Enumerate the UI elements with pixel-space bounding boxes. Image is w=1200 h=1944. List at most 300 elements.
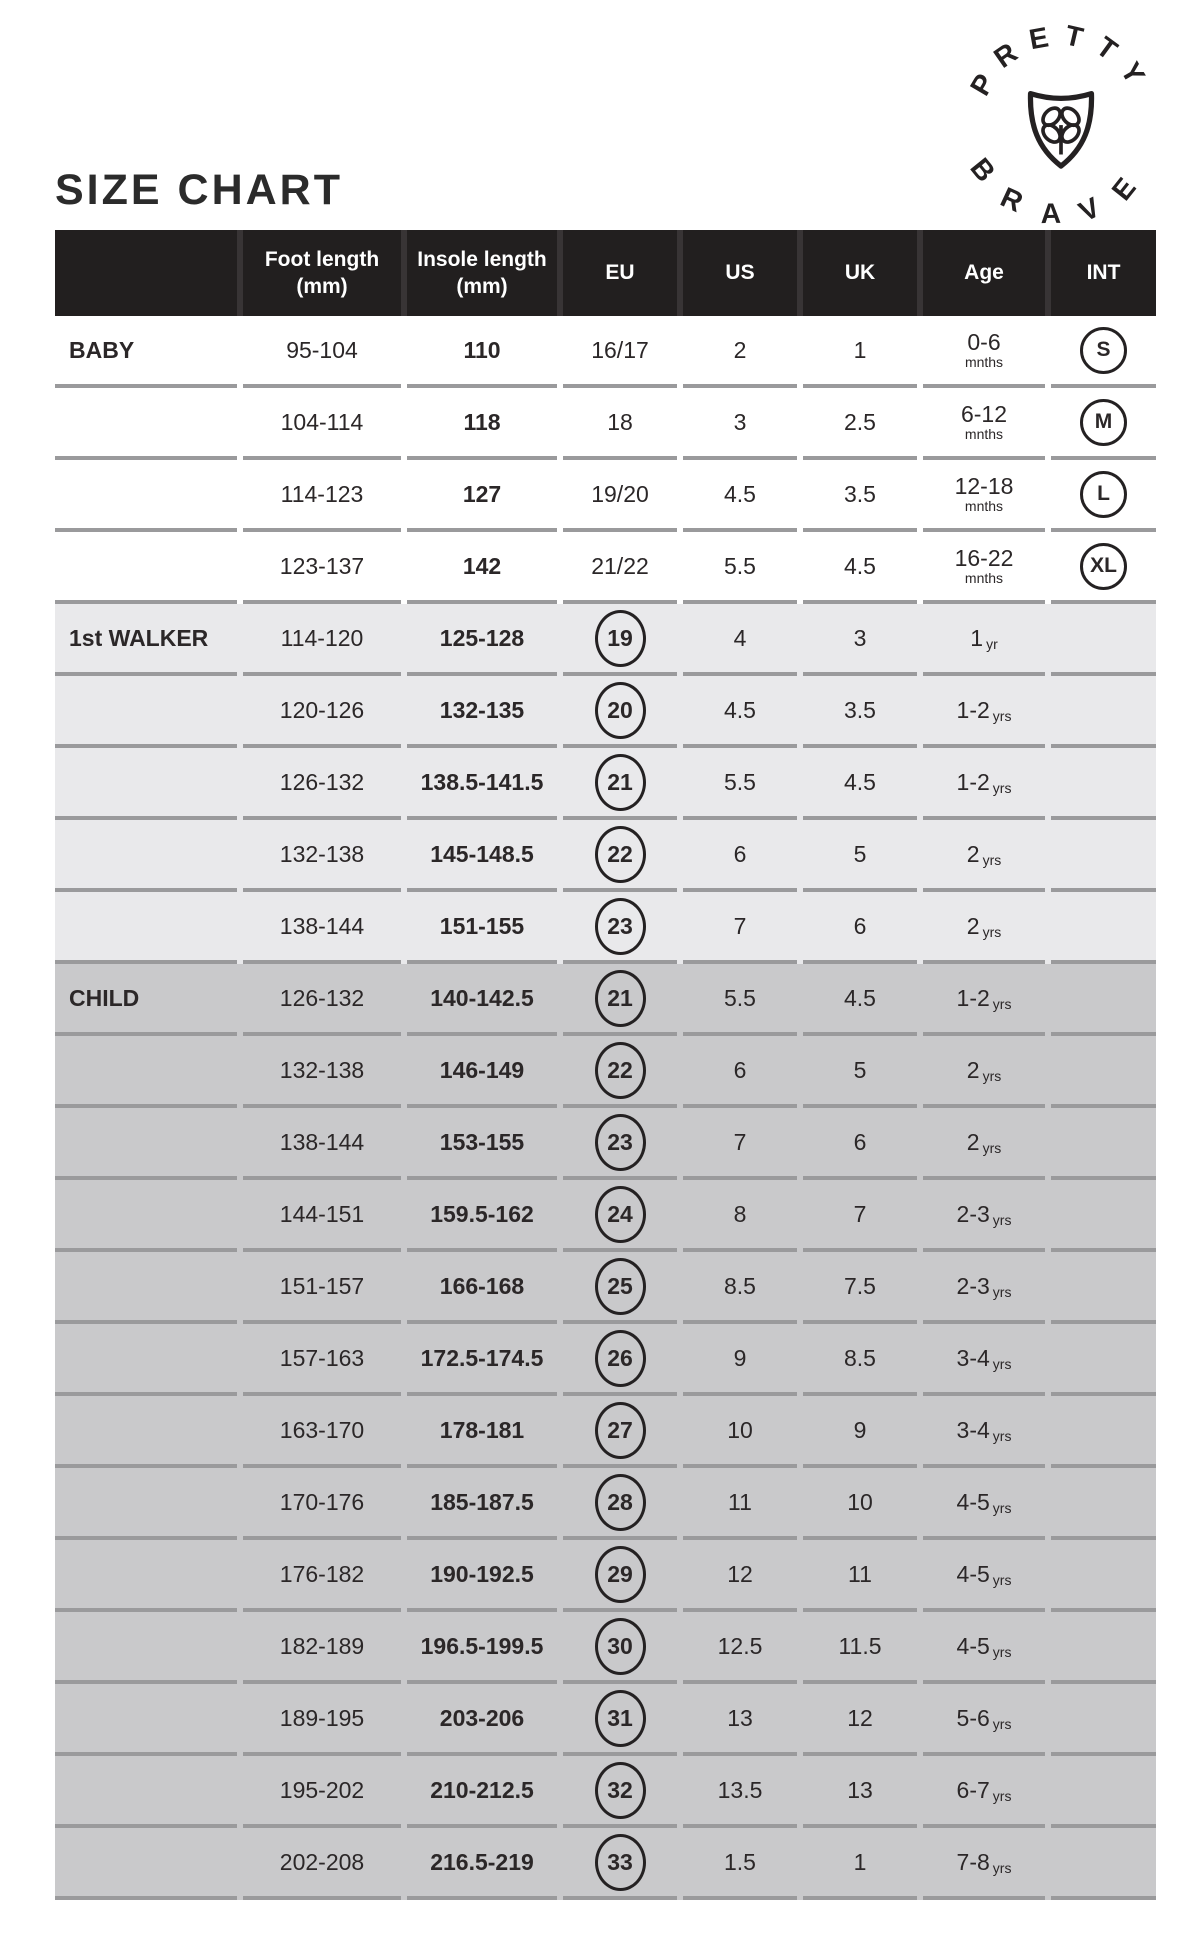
age-cell [923, 1540, 1045, 1612]
eu-size-value: 21/22 [591, 552, 649, 579]
foot-length-cell: 195-202 [243, 1756, 401, 1828]
age-value [967, 1129, 1001, 1156]
table-row [55, 676, 1156, 748]
header-label: Age [964, 261, 1004, 285]
int-size-cell [1051, 1540, 1156, 1612]
age-cell [923, 1468, 1045, 1540]
header-cell-category [55, 230, 237, 316]
age-unit: yrs [992, 995, 1012, 1012]
age-number: 4-5 [956, 1632, 990, 1659]
int-size-circle: M [1080, 399, 1127, 446]
us-size-cell: 4.5 [683, 676, 797, 748]
eu-size-circle: 31 [595, 1690, 646, 1747]
age-cell [923, 748, 1045, 820]
age-value [957, 1777, 1012, 1804]
age-unit: yrs [992, 1211, 1012, 1228]
int-size-cell [1051, 1468, 1156, 1540]
table-row [55, 892, 1156, 964]
eu-size-circle: 32 [595, 1762, 646, 1819]
eu-size-cell [563, 1108, 677, 1180]
foot-length-cell: 182-189 [243, 1612, 401, 1684]
us-size-cell: 5.5 [683, 532, 797, 604]
int-size-cell [1051, 1684, 1156, 1756]
table-row [55, 1828, 1156, 1900]
int-size-cell [1051, 892, 1156, 964]
uk-size-cell: 11.5 [803, 1612, 917, 1684]
category-cell [55, 820, 237, 892]
category-cell [55, 676, 237, 748]
int-size-circle: S [1080, 327, 1127, 374]
eu-size-cell [563, 532, 677, 604]
foot-length-cell: 120-126 [243, 676, 401, 748]
age-value [957, 1417, 1012, 1444]
int-size-cell [1051, 1396, 1156, 1468]
header-cell-age [923, 230, 1045, 316]
table-row [55, 532, 1156, 604]
age-cell [923, 1612, 1045, 1684]
table-row [55, 1756, 1156, 1828]
int-size-cell [1051, 820, 1156, 892]
page-title: SIZE CHART [55, 166, 343, 214]
insole-length-cell: 142 [407, 532, 557, 604]
eu-size-cell [563, 1468, 677, 1540]
int-size-cell [1051, 388, 1156, 460]
uk-size-cell: 3 [803, 604, 917, 676]
uk-size-cell: 5 [803, 1036, 917, 1108]
insole-length-cell: 110 [407, 316, 557, 388]
foot-length-cell: 202-208 [243, 1828, 401, 1900]
foot-length-cell: 123-137 [243, 532, 401, 604]
age-cell [923, 1324, 1045, 1396]
category-cell: BABY [55, 316, 237, 388]
eu-size-value: 19/20 [591, 480, 649, 507]
insole-length-cell: 159.5-162 [407, 1180, 557, 1252]
uk-size-cell: 4.5 [803, 532, 917, 604]
foot-length-cell: 163-170 [243, 1396, 401, 1468]
uk-size-cell: 3.5 [803, 676, 917, 748]
int-size-cell [1051, 604, 1156, 676]
header-sublabel: (mm) [456, 275, 508, 298]
category-cell: CHILD [55, 964, 237, 1036]
age-unit: yrs [982, 1067, 1002, 1084]
header-cell-eu [563, 230, 677, 316]
age-number: 2 [966, 1128, 980, 1155]
int-size-cell [1051, 532, 1156, 604]
age-number: 12-18 [954, 472, 1014, 499]
us-size-cell: 8 [683, 1180, 797, 1252]
int-size-cell [1051, 1180, 1156, 1252]
category-cell [55, 388, 237, 460]
age-cell [923, 460, 1045, 532]
age-cell [923, 1828, 1045, 1900]
insole-length-cell: 203-206 [407, 1684, 557, 1756]
eu-size-cell [563, 460, 677, 532]
foot-length-cell: 138-144 [243, 892, 401, 964]
eu-size-cell [563, 1828, 677, 1900]
us-size-cell: 7 [683, 1108, 797, 1180]
uk-size-cell: 1 [803, 1828, 917, 1900]
age-value [965, 330, 1003, 371]
eu-size-circle: 20 [595, 682, 646, 739]
age-unit: yrs [992, 707, 1012, 724]
eu-size-circle: 25 [595, 1258, 646, 1315]
shield-clover-icon [1030, 94, 1091, 166]
foot-length-cell: 95-104 [243, 316, 401, 388]
int-size-circle: L [1080, 471, 1127, 518]
category-cell [55, 1540, 237, 1612]
age-number: 6-7 [956, 1776, 990, 1803]
eu-size-cell [563, 1756, 677, 1828]
eu-size-circle: 29 [595, 1546, 646, 1603]
section-child [55, 964, 1156, 1900]
eu-size-circle: 23 [595, 898, 646, 955]
table-row [55, 1324, 1156, 1396]
uk-size-cell: 7.5 [803, 1252, 917, 1324]
header-label: Insole length [417, 247, 547, 271]
age-value [957, 1273, 1012, 1300]
int-size-cell [1051, 1612, 1156, 1684]
table-row [55, 1612, 1156, 1684]
age-number: 1 [970, 624, 984, 651]
age-cell [923, 1252, 1045, 1324]
eu-size-cell [563, 1684, 677, 1756]
insole-length-cell: 118 [407, 388, 557, 460]
table-header-row [55, 230, 1156, 316]
logo-circular-text [964, 19, 1159, 228]
category-cell [55, 1756, 237, 1828]
category-cell: 1st WALKER [55, 604, 237, 676]
pretty-brave-logo [956, 18, 1166, 228]
int-size-cell [1051, 460, 1156, 532]
table-row [55, 388, 1156, 460]
insole-length-cell: 132-135 [407, 676, 557, 748]
eu-size-circle: 22 [595, 1042, 646, 1099]
eu-size-value: 18 [607, 408, 633, 435]
age-unit: mnths [964, 497, 1004, 514]
table-row [55, 316, 1156, 388]
age-number: 5-6 [956, 1704, 990, 1731]
uk-size-cell: 6 [803, 1108, 917, 1180]
int-size-cell [1051, 1036, 1156, 1108]
eu-size-cell [563, 892, 677, 964]
uk-size-cell: 4.5 [803, 964, 917, 1036]
age-cell [923, 532, 1045, 604]
header-label: US [725, 261, 755, 285]
table-row [55, 1180, 1156, 1252]
eu-size-cell [563, 1324, 677, 1396]
category-cell [55, 748, 237, 820]
age-unit: mnths [964, 569, 1004, 586]
table-row [55, 1540, 1156, 1612]
table-row [55, 748, 1156, 820]
insole-length-cell: 140-142.5 [407, 964, 557, 1036]
eu-size-circle: 33 [595, 1834, 646, 1891]
table-row [55, 1396, 1156, 1468]
foot-length-cell: 170-176 [243, 1468, 401, 1540]
uk-size-cell: 7 [803, 1180, 917, 1252]
age-unit: yrs [992, 1859, 1012, 1876]
age-number: 2-3 [956, 1200, 990, 1227]
category-cell [55, 1612, 237, 1684]
table-row [55, 1684, 1156, 1756]
header-label: INT [1086, 261, 1121, 285]
age-unit: yrs [982, 923, 1002, 940]
category-cell [55, 1396, 237, 1468]
eu-size-circle: 21 [595, 754, 646, 811]
age-cell [923, 1036, 1045, 1108]
eu-size-cell [563, 1252, 677, 1324]
age-number: 16-22 [954, 544, 1014, 571]
eu-size-circle: 28 [595, 1474, 646, 1531]
us-size-cell: 6 [683, 820, 797, 892]
us-size-cell: 13.5 [683, 1756, 797, 1828]
uk-size-cell: 1 [803, 316, 917, 388]
eu-size-cell [563, 1396, 677, 1468]
category-cell [55, 1180, 237, 1252]
age-unit: mnths [964, 353, 1004, 370]
table-row [55, 1108, 1156, 1180]
section-baby [55, 316, 1156, 604]
age-unit: yrs [992, 1571, 1012, 1588]
insole-length-cell: 216.5-219 [407, 1828, 557, 1900]
us-size-cell: 5.5 [683, 964, 797, 1036]
eu-size-cell [563, 316, 677, 388]
age-value [957, 1201, 1012, 1228]
category-cell [55, 1828, 237, 1900]
us-size-cell: 4 [683, 604, 797, 676]
us-size-cell: 12 [683, 1540, 797, 1612]
age-number: 1-2 [956, 768, 990, 795]
table-body [55, 316, 1156, 1900]
eu-size-cell [563, 604, 677, 676]
us-size-cell: 2 [683, 316, 797, 388]
insole-length-cell: 127 [407, 460, 557, 532]
age-cell [923, 604, 1045, 676]
insole-length-cell: 146-149 [407, 1036, 557, 1108]
int-size-cell [1051, 1756, 1156, 1828]
eu-size-value: 16/17 [591, 336, 649, 363]
age-unit: mnths [964, 425, 1004, 442]
uk-size-cell: 10 [803, 1468, 917, 1540]
age-value [957, 985, 1012, 1012]
int-size-cell [1051, 1108, 1156, 1180]
svg-text:PRETTY: PRETTY [964, 19, 1158, 102]
table-row [55, 460, 1156, 532]
uk-size-cell: 4.5 [803, 748, 917, 820]
age-value [957, 1633, 1012, 1660]
table-row [55, 1468, 1156, 1540]
int-size-cell [1051, 1252, 1156, 1324]
age-unit: yrs [992, 1283, 1012, 1300]
us-size-cell: 5.5 [683, 748, 797, 820]
header-cell-insole [407, 230, 557, 316]
int-size-cell [1051, 316, 1156, 388]
age-value [955, 546, 1014, 587]
category-cell [55, 532, 237, 604]
us-size-cell: 11 [683, 1468, 797, 1540]
age-value [957, 1489, 1012, 1516]
foot-length-cell: 138-144 [243, 1108, 401, 1180]
eu-size-cell [563, 964, 677, 1036]
age-value [967, 841, 1001, 868]
age-number: 3-4 [956, 1344, 990, 1371]
uk-size-cell: 9 [803, 1396, 917, 1468]
eu-size-cell [563, 676, 677, 748]
insole-length-cell: 190-192.5 [407, 1540, 557, 1612]
header-label: EU [605, 261, 635, 285]
table-row [55, 820, 1156, 892]
insole-length-cell: 138.5-141.5 [407, 748, 557, 820]
us-size-cell: 10 [683, 1396, 797, 1468]
header-cell-uk [803, 230, 917, 316]
age-cell [923, 964, 1045, 1036]
uk-size-cell: 13 [803, 1756, 917, 1828]
age-unit: yrs [992, 1643, 1012, 1660]
us-size-cell: 6 [683, 1036, 797, 1108]
eu-size-circle: 27 [595, 1402, 646, 1459]
age-number: 2 [966, 840, 980, 867]
us-size-cell: 4.5 [683, 460, 797, 532]
foot-length-cell: 151-157 [243, 1252, 401, 1324]
foot-length-cell: 144-151 [243, 1180, 401, 1252]
header-cell-foot [243, 230, 401, 316]
age-number: 0-6 [967, 328, 1001, 355]
us-size-cell: 1.5 [683, 1828, 797, 1900]
us-size-cell: 3 [683, 388, 797, 460]
foot-length-cell: 132-138 [243, 1036, 401, 1108]
table-row [55, 1036, 1156, 1108]
eu-size-circle: 19 [595, 610, 646, 667]
header-sublabel: (mm) [296, 275, 348, 298]
category-cell [55, 1324, 237, 1396]
uk-size-cell: 11 [803, 1540, 917, 1612]
age-unit: yrs [992, 1355, 1012, 1372]
us-size-cell: 9 [683, 1324, 797, 1396]
age-number: 6-12 [960, 400, 1008, 427]
category-cell [55, 1108, 237, 1180]
insole-length-cell: 166-168 [407, 1252, 557, 1324]
age-unit: yrs [992, 1427, 1012, 1444]
eu-size-circle: 30 [595, 1618, 646, 1675]
age-value [970, 625, 997, 652]
age-cell [923, 892, 1045, 964]
age-cell [923, 388, 1045, 460]
age-number: 1-2 [956, 984, 990, 1011]
age-number: 3-4 [956, 1416, 990, 1443]
category-cell [55, 1684, 237, 1756]
age-value [957, 697, 1012, 724]
age-cell [923, 1684, 1045, 1756]
foot-length-cell: 157-163 [243, 1324, 401, 1396]
header-label: UK [844, 261, 876, 285]
age-value [967, 1057, 1001, 1084]
eu-size-cell [563, 1612, 677, 1684]
foot-length-cell: 126-132 [243, 964, 401, 1036]
age-number: 2 [966, 1056, 980, 1083]
eu-size-circle: 26 [595, 1330, 646, 1387]
category-cell [55, 1252, 237, 1324]
size-table [55, 230, 1156, 1900]
age-number: 4-5 [956, 1560, 990, 1587]
foot-length-cell: 132-138 [243, 820, 401, 892]
age-number: 4-5 [956, 1488, 990, 1515]
age-unit: yrs [992, 1499, 1012, 1516]
insole-length-cell: 185-187.5 [407, 1468, 557, 1540]
table-row [55, 964, 1156, 1036]
category-cell [55, 1036, 237, 1108]
age-unit: yrs [992, 1787, 1012, 1804]
eu-size-cell [563, 820, 677, 892]
age-value [957, 769, 1012, 796]
eu-size-cell [563, 748, 677, 820]
age-cell [923, 1756, 1045, 1828]
age-cell [923, 676, 1045, 748]
uk-size-cell: 5 [803, 820, 917, 892]
foot-length-cell: 126-132 [243, 748, 401, 820]
foot-length-cell: 104-114 [243, 388, 401, 460]
int-size-cell [1051, 1828, 1156, 1900]
age-value [961, 402, 1007, 443]
foot-length-cell: 189-195 [243, 1684, 401, 1756]
age-unit: yrs [992, 779, 1012, 796]
eu-size-cell [563, 388, 677, 460]
uk-size-cell: 3.5 [803, 460, 917, 532]
category-cell [55, 1468, 237, 1540]
category-cell [55, 460, 237, 532]
header-cell-us [683, 230, 797, 316]
eu-size-cell [563, 1036, 677, 1108]
header-label: Foot length [264, 247, 380, 271]
eu-size-circle: 22 [595, 826, 646, 883]
us-size-cell: 7 [683, 892, 797, 964]
age-value [967, 913, 1001, 940]
eu-size-cell [563, 1180, 677, 1252]
foot-length-cell: 114-120 [243, 604, 401, 676]
uk-size-cell: 12 [803, 1684, 917, 1756]
int-size-cell [1051, 748, 1156, 820]
age-cell [923, 316, 1045, 388]
foot-length-cell: 114-123 [243, 460, 401, 532]
insole-length-cell: 151-155 [407, 892, 557, 964]
age-value [955, 474, 1014, 515]
age-cell [923, 1108, 1045, 1180]
us-size-cell: 8.5 [683, 1252, 797, 1324]
age-value [957, 1345, 1012, 1372]
insole-length-cell: 172.5-174.5 [407, 1324, 557, 1396]
age-unit: yrs [982, 1139, 1002, 1156]
age-cell [923, 1180, 1045, 1252]
svg-text:BRAVE: BRAVE [963, 152, 1159, 228]
foot-length-cell: 176-182 [243, 1540, 401, 1612]
age-unit: yrs [992, 1715, 1012, 1732]
age-unit: yrs [982, 851, 1002, 868]
insole-length-cell: 153-155 [407, 1108, 557, 1180]
age-value [957, 1849, 1012, 1876]
section-1st-walker [55, 604, 1156, 964]
age-number: 2 [966, 912, 980, 939]
int-size-cell [1051, 1324, 1156, 1396]
insole-length-cell: 125-128 [407, 604, 557, 676]
age-cell [923, 1396, 1045, 1468]
table-row [55, 604, 1156, 676]
eu-size-circle: 23 [595, 1114, 646, 1171]
insole-length-cell: 145-148.5 [407, 820, 557, 892]
eu-size-cell [563, 1540, 677, 1612]
int-size-cell [1051, 964, 1156, 1036]
age-number: 2-3 [956, 1272, 990, 1299]
insole-length-cell: 178-181 [407, 1396, 557, 1468]
header-cell-int [1051, 230, 1156, 316]
